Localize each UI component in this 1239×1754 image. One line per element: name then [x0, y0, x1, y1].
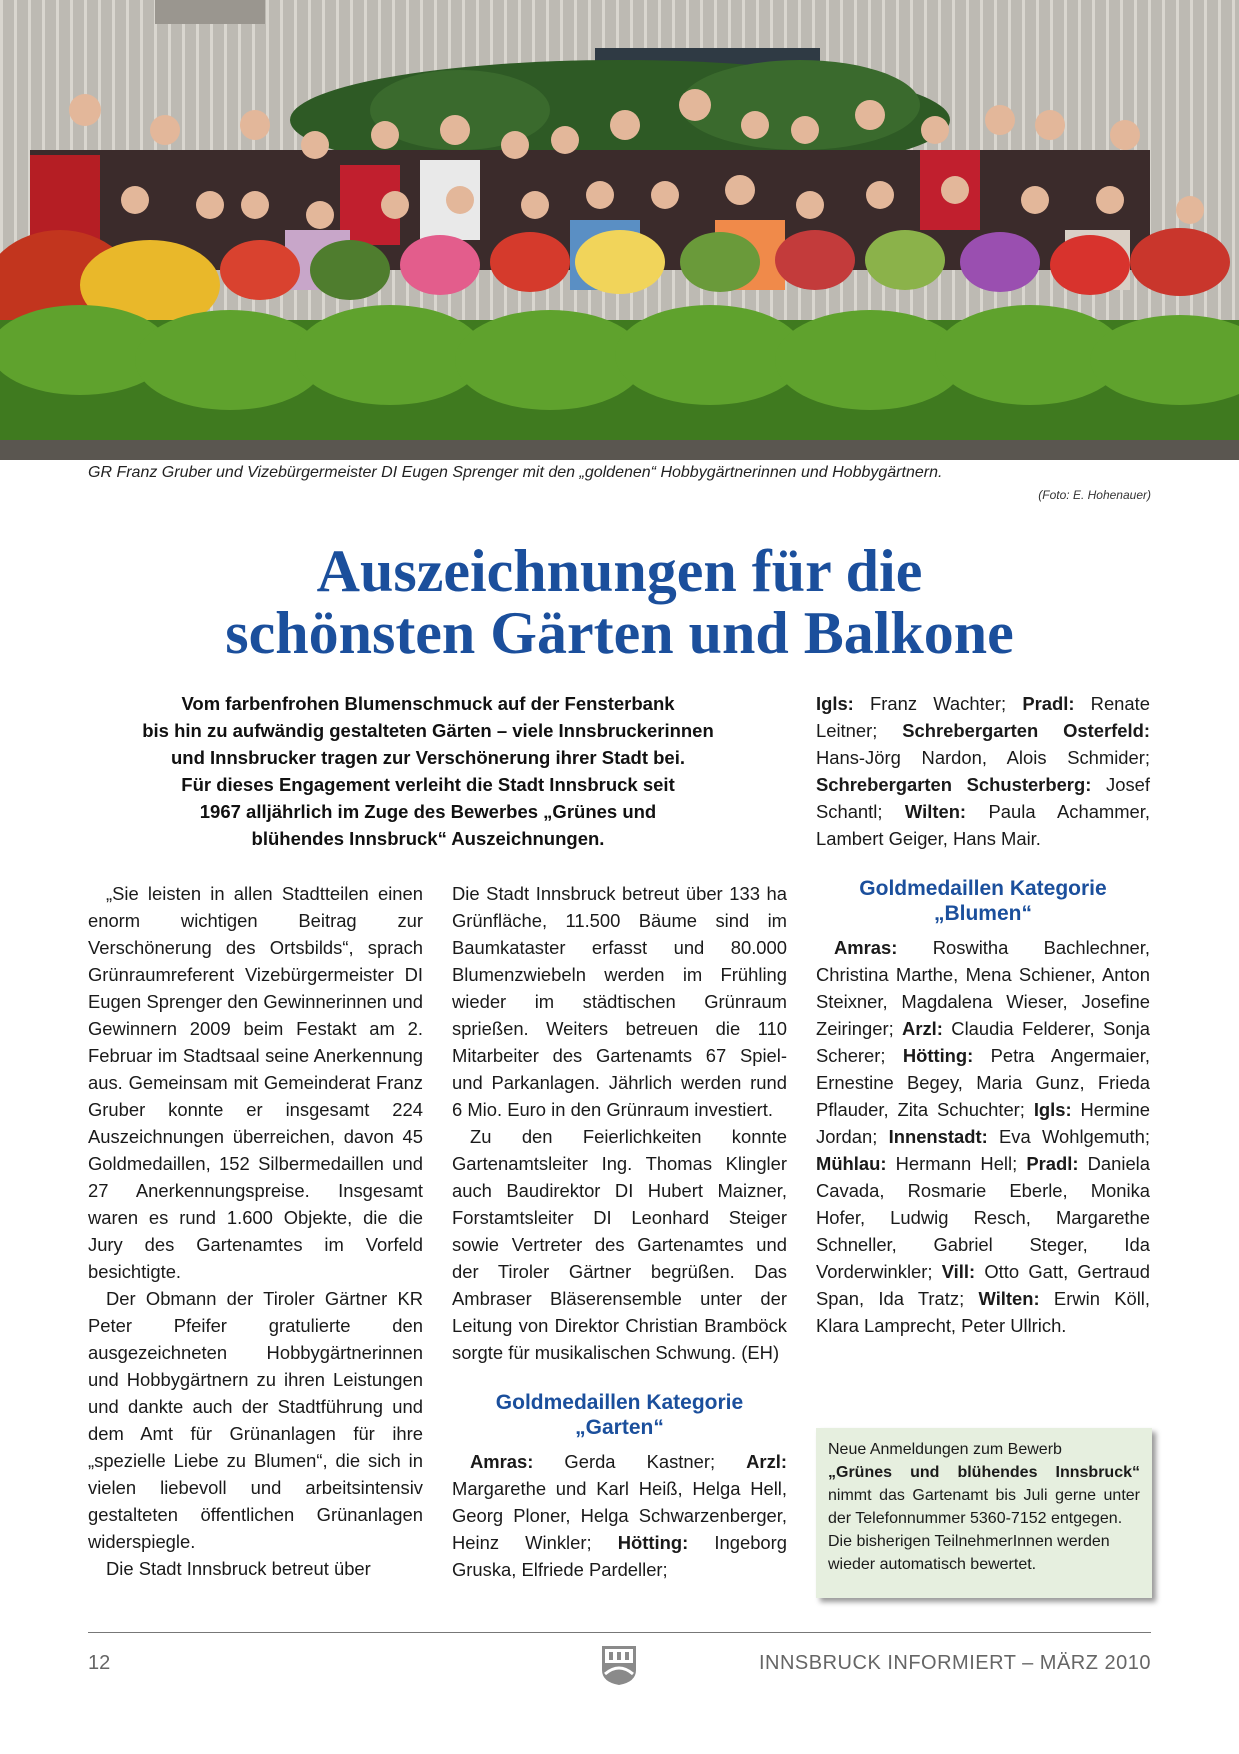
winner-names: Josef Schantl; [816, 774, 1150, 822]
innsbruck-bridge-crest-icon [600, 1644, 638, 1686]
winner-names: Renate Leitner; [816, 693, 1150, 741]
winner-names: Margarethe und Karl Heiß, Helga Hell, Georg Ploner, Helga Schwarzenberger, Heinz Winkler; [452, 1478, 787, 1553]
info-line-3: Die bisherigen TeilnehmerInnen werden wieder automatisch bewertet. [828, 1533, 1110, 1573]
winner-names: Hans-Jörg Nardon, Alois Schmider; [816, 747, 1150, 768]
winner-place: Wilten: [978, 1288, 1040, 1309]
winner-place: Vill: [941, 1261, 976, 1282]
blumen-heading-line-1: Goldmedaillen Kategorie [859, 877, 1107, 900]
winner-place: Amras: [470, 1451, 534, 1472]
photo-credit: (Foto: E. Hohenauer) [1038, 488, 1151, 502]
winner-place: Hötting: [902, 1045, 974, 1066]
lead-line: 1967 alljährlich im Zuge des Bewerbes „Grünes und [199, 801, 657, 822]
body-paragraph-4: Zu den Feierlichkeiten konnte Gartenamtsleiter Ing. Thomas Klingler auch Baudirektor DI Hubert Maizner, Forstamtsleiter DI Leonhard Steiger sowie Vertreter des Gartenamtes und der Tiroler Gärtner begrüßen. Das Ambraser Bläserensemble unter der Leitung von Direktor Christian Bramböck sorgte für musikalischen Schwung. (EH) [452, 1126, 787, 1363]
body-paragraph-3: Die Stadt Innsbruck betreut über 133 ha Grünfläche, 11.500 Bäume sind im Baumkataster erfasst und 80.000 Blumenzwiebeln werden im Frühling wieder im städtischen Grünraum sprießen. Weiters betreuen die 110 Mitarbeiter des Gartenamts 67 Spiel- und Parkanlagen. Jährlich werden rund 6 Mio. Euro in den Grünraum investiert. [452, 883, 787, 1120]
winner-place: Arzl: [902, 1018, 943, 1039]
winner-names: Eva Wohlgemuth; [987, 1126, 1150, 1147]
winner-names: Hermine Jordan; [816, 1099, 1150, 1147]
garten-heading [452, 1390, 787, 1440]
winner-names: Franz Wachter; [853, 693, 1023, 714]
winner-names: Ingeborg Gruska, Elfriede Pardeller; [452, 1532, 787, 1580]
winner-names: Roswitha Bachlechner, Christina Marthe, Mena Schiener, Anton Steixner, Magdalena Wieser, Josefine Zeiringer; [816, 937, 1150, 1039]
garten-list-part-1 [452, 1448, 787, 1583]
winner-place: Arzl: [746, 1451, 787, 1472]
body-paragraph-3-start: Die Stadt Innsbruck betreut über [106, 1558, 371, 1579]
winner-place: Schrebergarten Schusterberg: [816, 774, 1092, 795]
winner-place: Innenstadt: [888, 1126, 988, 1147]
group-photo [0, 0, 1239, 460]
registration-info-box [816, 1428, 1152, 1598]
group-photo-illustration [0, 0, 1239, 460]
winner-names: Hermann Hell; [886, 1153, 1027, 1174]
winner-place: Hötting: [617, 1532, 689, 1553]
winner-names: Paula Achammer, Lambert Geiger, Hans Mair. [816, 801, 1151, 849]
column-middle [452, 880, 787, 1583]
winner-names: Erwin Köll, Klara Lamprecht, Peter Ullrich. [816, 1288, 1150, 1336]
body-paragraph-2: Der Obmann der Tiroler Gärtner KR Peter Pfeifer gratulierte den ausgezeichneten Hobbygärtnerinnen und Hobbygärtnern zu ihren Leistungen und dankte auch der Stadtführung und dem Amt für Grünanlagen für ihre „spezielle Liebe zu Blumen“, die sich in vielen liebevoll und arbeitsintensiv gestalteten öffentlichen Grünanlagen widerspiegle. [88, 1288, 423, 1552]
lead-paragraph [88, 690, 768, 852]
headline-line-1: Auszeichnungen für die [316, 538, 923, 604]
body-paragraph-1: „Sie leisten in allen Stadtteilen einen enorm wichtigen Beitrag zur Verschönerung des Ortsbilds“, sprach Grünraumreferent Vizebürgermeister DI Eugen Sprenger den Gewinnerinnen und Gewinnern 2009 beim Festakt am 2. Februar im Stadtsaal seine Anerkennung aus. Gemeinsam mit Gemeinderat Franz Gruber konnte er insgesamt 224 Auszeichnungen überreichen, davon 45 Goldmedaillen, 152 Silbermedaillen und 27 Anerkennungspreise. Insgesamt waren es rund 1.600 Objekte, die die Jury des Gartenamtes im Vorfeld besichtigte. [88, 883, 423, 1282]
lead-line: Vom farbenfrohen Blumenschmuck auf der Fensterbank [181, 693, 675, 714]
winner-names: Otto Gatt, Gertraud Span, Ida Tratz; [816, 1261, 1150, 1309]
winner-place: Pradl: [1026, 1153, 1079, 1174]
photo-caption: GR Franz Gruber und Vizebürgermeister DI Eugen Sprenger mit den „goldenen“ Hobbygärtnerinnen und Hobbygärtnern. [88, 464, 943, 481]
garten-heading-line-1: Goldmedaillen Kategorie [495, 1391, 744, 1414]
info-line-1: Neue Anmeldungen zum Bewerb [828, 1441, 1062, 1458]
winner-place: Igls: [1033, 1099, 1072, 1120]
headline-line-2: schönsten Gärten und Balkone [225, 600, 1014, 666]
winner-names: Petra Angermaier, Ernestine Begey, Maria Gunz, Frieda Pflauder, Zita Schuchter; [816, 1045, 1150, 1120]
lead-line: bis hin zu aufwändig gestalteten Gärten – viele Innsbruckerinnen [142, 720, 714, 741]
blumen-list [816, 934, 1150, 1339]
winner-place: Schrebergarten Osterfeld: [902, 720, 1150, 741]
headline [60, 540, 1179, 664]
info-text [828, 1438, 1140, 1530]
blumen-heading [816, 876, 1150, 926]
info-line-2: nimmt das Gartenamt bis Juli gerne unter der Telefonnummer 5360-7152 entgegen. [828, 1487, 1140, 1527]
winner-place: Mühlau: [816, 1153, 887, 1174]
magazine-title: INNSBRUCK INFORMIERT – MÄRZ 2010 [758, 1652, 1151, 1674]
winner-names: Daniela Cavada, Rosmarie Eberle, Monika Hofer, Ludwig Resch, Margarethe Schneller, Gabriel Steger, Ida Vorderwinkler; [816, 1153, 1150, 1282]
winner-place: Igls: [816, 693, 854, 714]
winner-names: Gerda Kastner; [533, 1451, 747, 1472]
info-contest-name: „Grünes und blühendes Innsbruck“ [828, 1464, 1140, 1481]
garten-list-part-2 [816, 690, 1150, 852]
page-number: 12 [88, 1652, 111, 1674]
blumen-heading-line-2: „Blumen“ [933, 902, 1032, 925]
garten-heading-line-2: „Garten“ [575, 1416, 664, 1439]
column-right [816, 690, 1150, 1339]
winner-place: Wilten: [904, 801, 967, 822]
lead-line: und Innsbrucker tragen zur Verschönerung ihrer Stadt bei. [171, 747, 685, 768]
lead-line: Für dieses Engagement verleiht die Stadt Innsbruck seit [181, 774, 675, 795]
winner-place: Pradl: [1022, 693, 1075, 714]
winner-place: Amras: [834, 937, 898, 958]
winner-names: Claudia Felderer, Sonja Scherer; [816, 1018, 1150, 1066]
column-left [88, 880, 423, 1582]
lead-line: blühendes Innsbruck“ Auszeichnungen. [251, 828, 605, 849]
footer-divider [88, 1632, 1151, 1633]
